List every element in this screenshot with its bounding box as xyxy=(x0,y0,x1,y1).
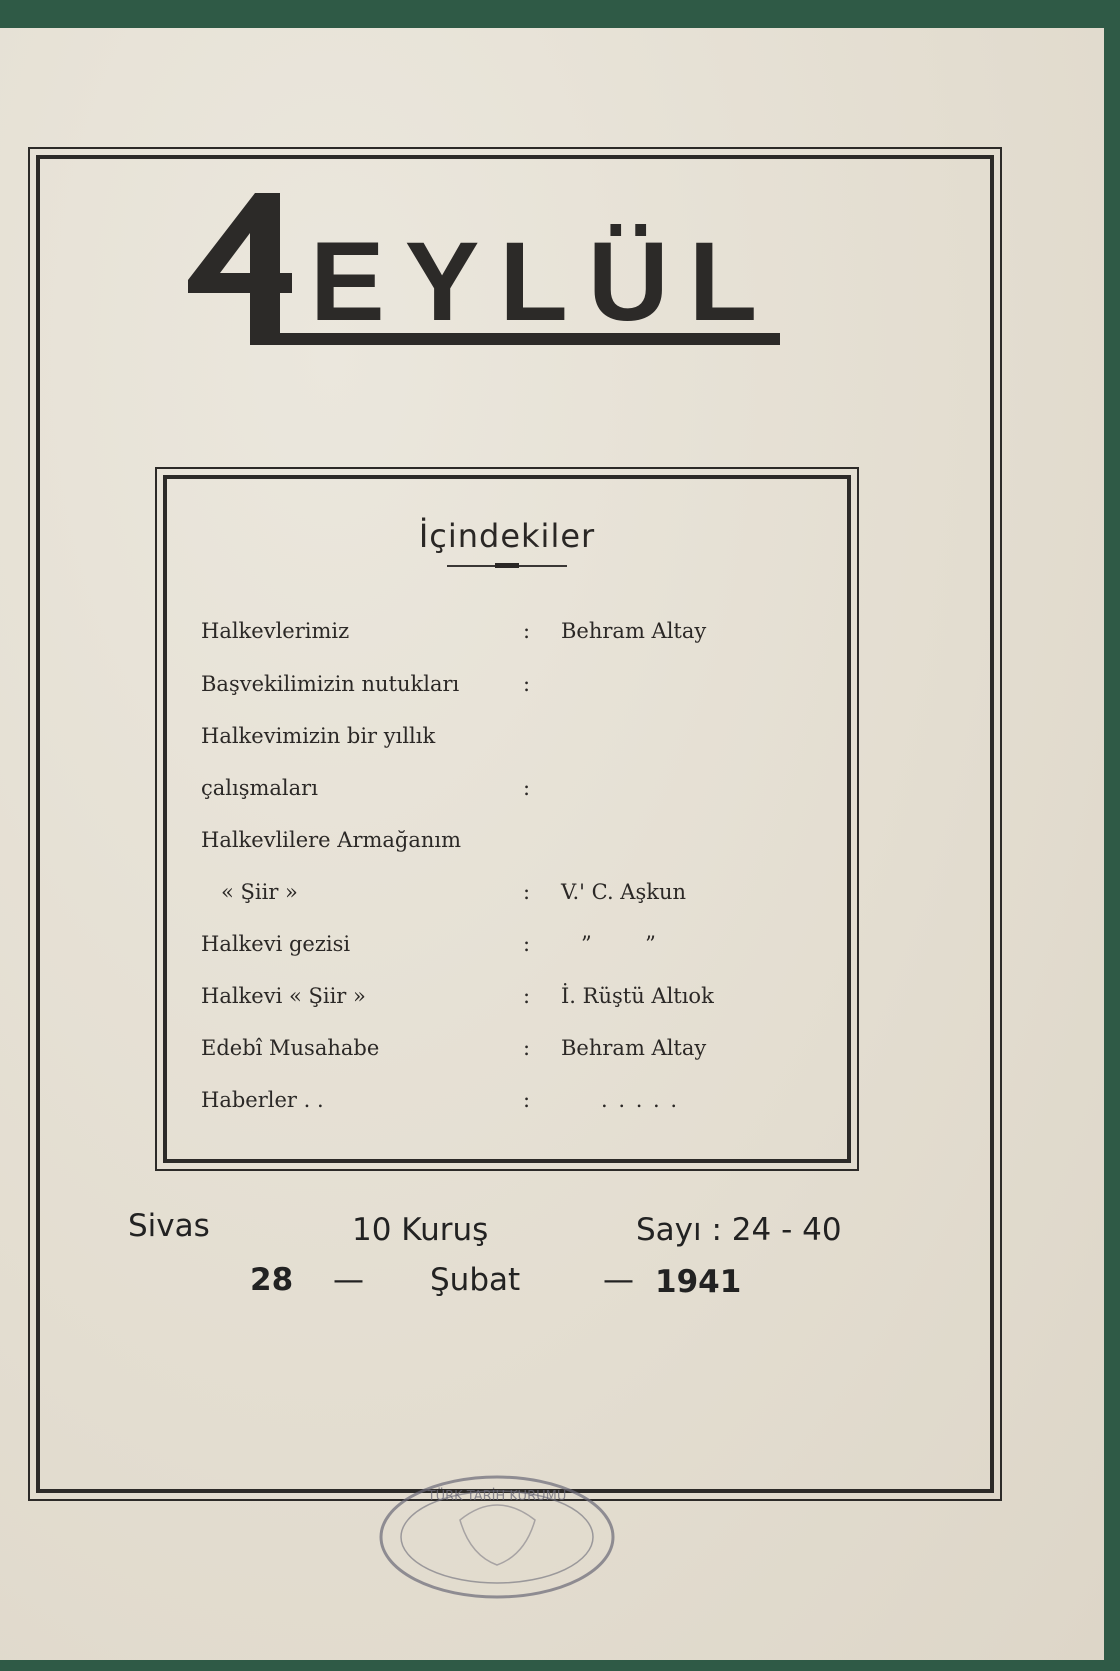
toc-item-author: . . . . . xyxy=(601,1088,680,1112)
footer-issue-number: Sayı : 24 - 40 xyxy=(636,1212,842,1248)
footer-day: 28 xyxy=(250,1262,294,1298)
toc-item-author: V.' C. Aşkun xyxy=(561,880,687,904)
toc-heading: İçindekiler xyxy=(418,517,596,555)
footer-city: Sivas xyxy=(128,1208,210,1244)
toc-row xyxy=(201,1036,821,1076)
toc-row xyxy=(201,984,821,1024)
stamp-svg xyxy=(375,1470,620,1605)
footer-dash-1: — xyxy=(333,1262,364,1298)
toc-item-title: « Şiir » xyxy=(221,880,298,904)
toc-row xyxy=(201,880,821,920)
toc-row xyxy=(201,932,821,972)
masthead-svg xyxy=(180,185,840,355)
footer-month: Şubat xyxy=(430,1262,521,1298)
toc-item-colon: : xyxy=(523,1088,531,1112)
toc-row xyxy=(201,1088,821,1128)
toc-item-author: Behram Altay xyxy=(561,619,707,643)
footer-year: 1941 xyxy=(655,1264,742,1300)
toc-item-title: Haberler . . xyxy=(201,1088,324,1112)
masthead-logo xyxy=(180,185,840,355)
toc-item-colon: : xyxy=(523,619,531,643)
toc-row xyxy=(201,776,821,816)
table-of-contents xyxy=(163,475,851,1163)
toc-item-colon: : xyxy=(523,776,531,800)
toc-row xyxy=(201,724,821,764)
masthead-title: EYLÜL xyxy=(310,219,778,344)
toc-item-title: Başvekilimizin nutukları xyxy=(201,672,460,696)
toc-row xyxy=(201,828,821,868)
toc-item-title: Halkevlerimiz xyxy=(201,619,350,643)
toc-item-colon: : xyxy=(523,880,531,904)
toc-item-author: ” ” xyxy=(581,932,656,956)
toc-item-title: Halkevi gezisi xyxy=(201,932,351,956)
toc-row xyxy=(201,619,821,659)
toc-item-colon: : xyxy=(523,1036,531,1060)
masthead-number-glyph xyxy=(188,193,292,345)
toc-item-author: Behram Altay xyxy=(561,1036,707,1060)
footer-dash-2: — xyxy=(603,1262,634,1298)
toc-item-title: Halkevimizin bir yıllık xyxy=(201,724,436,748)
toc-item-title: Halkevlilere Armağanım xyxy=(201,828,462,852)
toc-item-colon: : xyxy=(523,932,531,956)
toc-item-title: Halkevi « Şiir » xyxy=(201,984,366,1008)
toc-heading-rule xyxy=(447,565,567,567)
footer-price: 10 Kuruş xyxy=(352,1212,489,1248)
toc-item-colon: : xyxy=(523,984,531,1008)
toc-item-colon: : xyxy=(523,672,531,696)
toc-row xyxy=(201,672,821,712)
toc-item-title: Edebî Musahabe xyxy=(201,1036,380,1060)
toc-item-title: çalışmaları xyxy=(201,776,318,800)
toc-item-author: İ. Rüştü Altıok xyxy=(561,984,714,1008)
library-stamp xyxy=(375,1470,620,1605)
stamp-text: TÜRK TARİH KURUMU xyxy=(427,1489,567,1504)
